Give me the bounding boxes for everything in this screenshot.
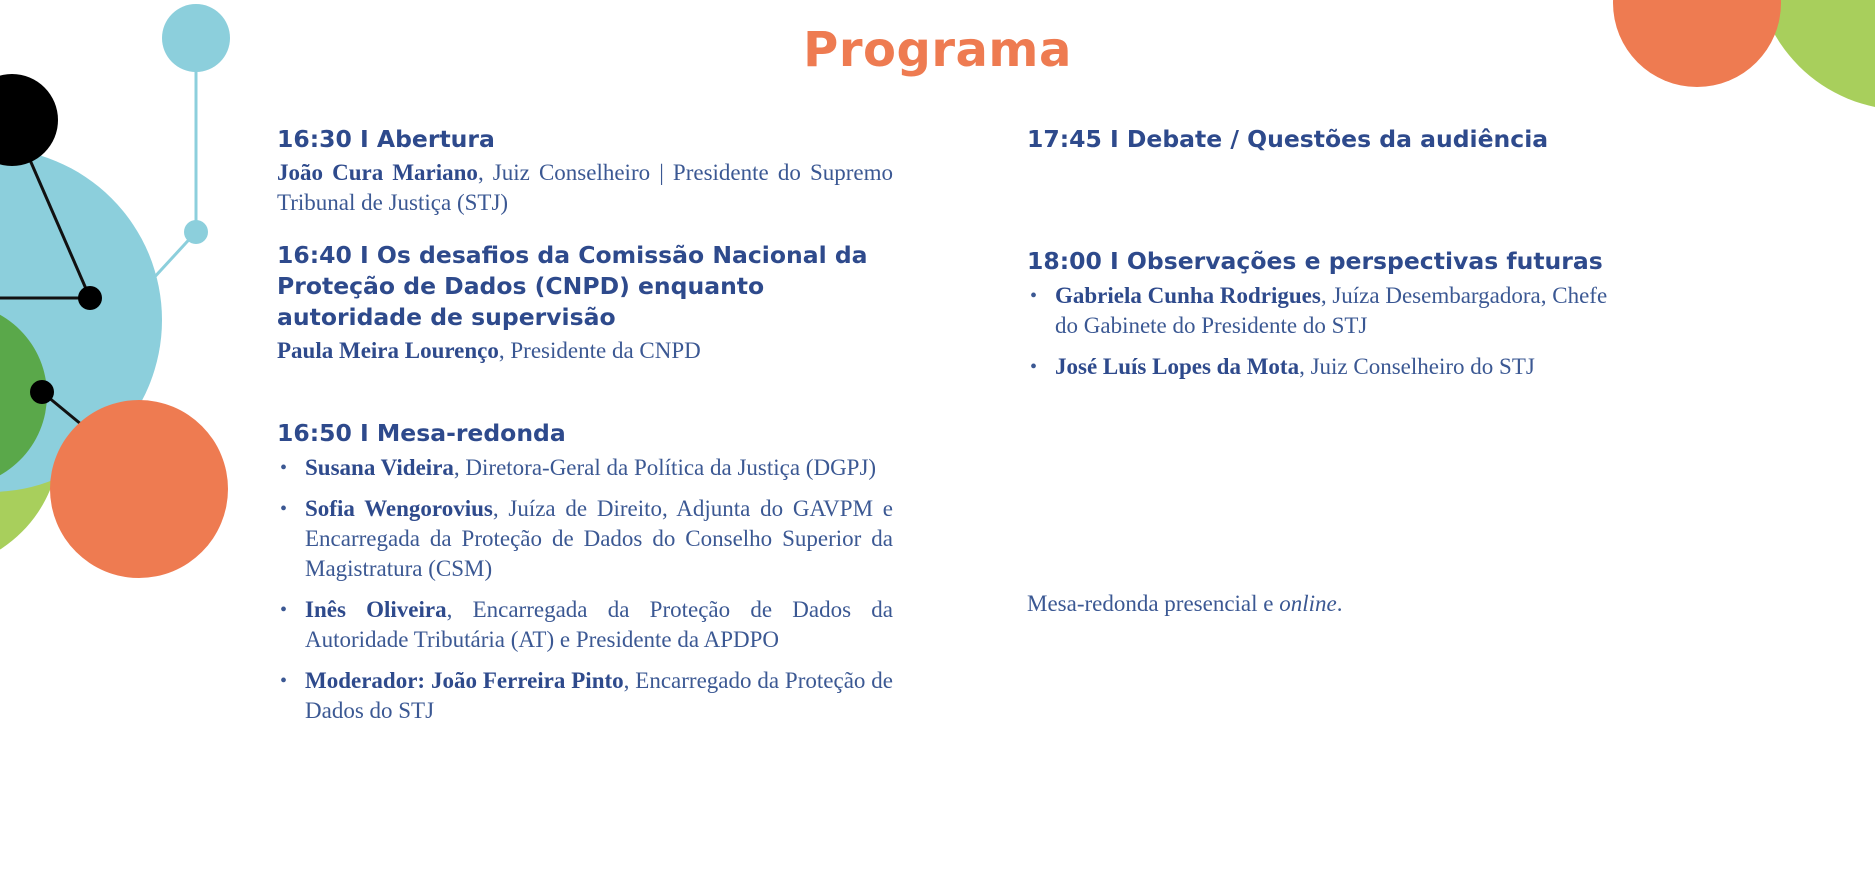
list-item — [277, 595, 893, 655]
format-note — [1027, 589, 1343, 619]
speaker-role: , Juiz Conselheiro | Presidente do Supremo Tribunal de Justiça (STJ) — [277, 160, 893, 215]
speaker-role: , Juiz Conselheiro do STJ — [1299, 354, 1535, 379]
speaker-role: , Diretora-Geral da Política da Justiça (DGPJ) — [453, 455, 877, 480]
speaker-name: Paula Meira Lourenço — [277, 338, 499, 363]
list-item — [277, 453, 893, 483]
note-italic: online — [1279, 591, 1337, 616]
session-heading — [277, 240, 893, 333]
session-heading: 16:50 I Mesa-redonda — [277, 419, 566, 447]
session-debate — [1027, 124, 1627, 155]
program-left-column — [277, 124, 893, 737]
speaker-role: , Juíza Desembargadora, Chefe do Gabinete do Presidente do STJ — [1055, 283, 1608, 338]
list-item — [1027, 352, 1627, 382]
black-node-lower — [30, 380, 54, 404]
speaker-name: José Luís Lopes da Mota — [1055, 354, 1300, 379]
session-heading-line: 16:40 I Os desafios da Comissão Nacional da — [277, 241, 868, 269]
session-heading-line: Proteção de Dados (CNPD) enquanto — [277, 272, 765, 300]
session-abertura — [277, 124, 893, 218]
black-node-large — [0, 74, 58, 166]
black-node-small — [78, 286, 102, 310]
speaker-name: Gabriela Cunha Rodrigues — [1055, 283, 1321, 308]
speaker-role: , Encarregado da Proteção de Dados do STJ — [305, 668, 893, 723]
program-right-column — [1027, 124, 1627, 393]
session-heading: 18:00 I Observações e perspectivas futuras — [1027, 247, 1603, 275]
note-text: Mesa-redonda presencial e — [1027, 591, 1280, 616]
session-observacoes — [1027, 246, 1627, 382]
speaker-name: Susana Videira — [305, 455, 454, 480]
session-heading: 16:30 I Abertura — [277, 125, 495, 153]
note-end: . — [1336, 591, 1343, 616]
session-cnpd — [277, 240, 893, 366]
speaker-name: Moderador: João Ferreira Pinto — [305, 668, 624, 693]
closing-list — [1027, 281, 1627, 382]
page-title: Programa — [803, 22, 1072, 78]
list-item — [277, 666, 893, 726]
light-blue-node-small — [184, 220, 208, 244]
speaker-role: , Presidente da CNPD — [498, 338, 701, 363]
panel-list — [277, 453, 893, 726]
session-speaker — [277, 158, 893, 218]
list-item — [1027, 281, 1627, 341]
speaker-name: João Cura Mariano — [277, 160, 478, 185]
speaker-name: Sofia Wengorovius — [305, 496, 493, 521]
list-item — [277, 494, 893, 584]
session-speaker — [277, 336, 893, 366]
session-heading-line: autoridade de supervisão — [277, 303, 616, 331]
session-heading: 17:45 I Debate / Questões da audiência — [1027, 125, 1549, 153]
speaker-role: , Encarregada da Proteção de Dados da Autoridade Tributária (AT) e Presidente da APDPO — [305, 597, 893, 652]
orange-circle-left — [50, 400, 228, 578]
session-mesa-redonda — [277, 418, 893, 726]
speaker-role: , Juíza de Direito, Adjunta do GAVPM e Encarregada da Proteção de Dados do Conselho Superior da Magistratura (CSM) — [305, 496, 893, 581]
speaker-name: Inês Oliveira — [305, 597, 447, 622]
